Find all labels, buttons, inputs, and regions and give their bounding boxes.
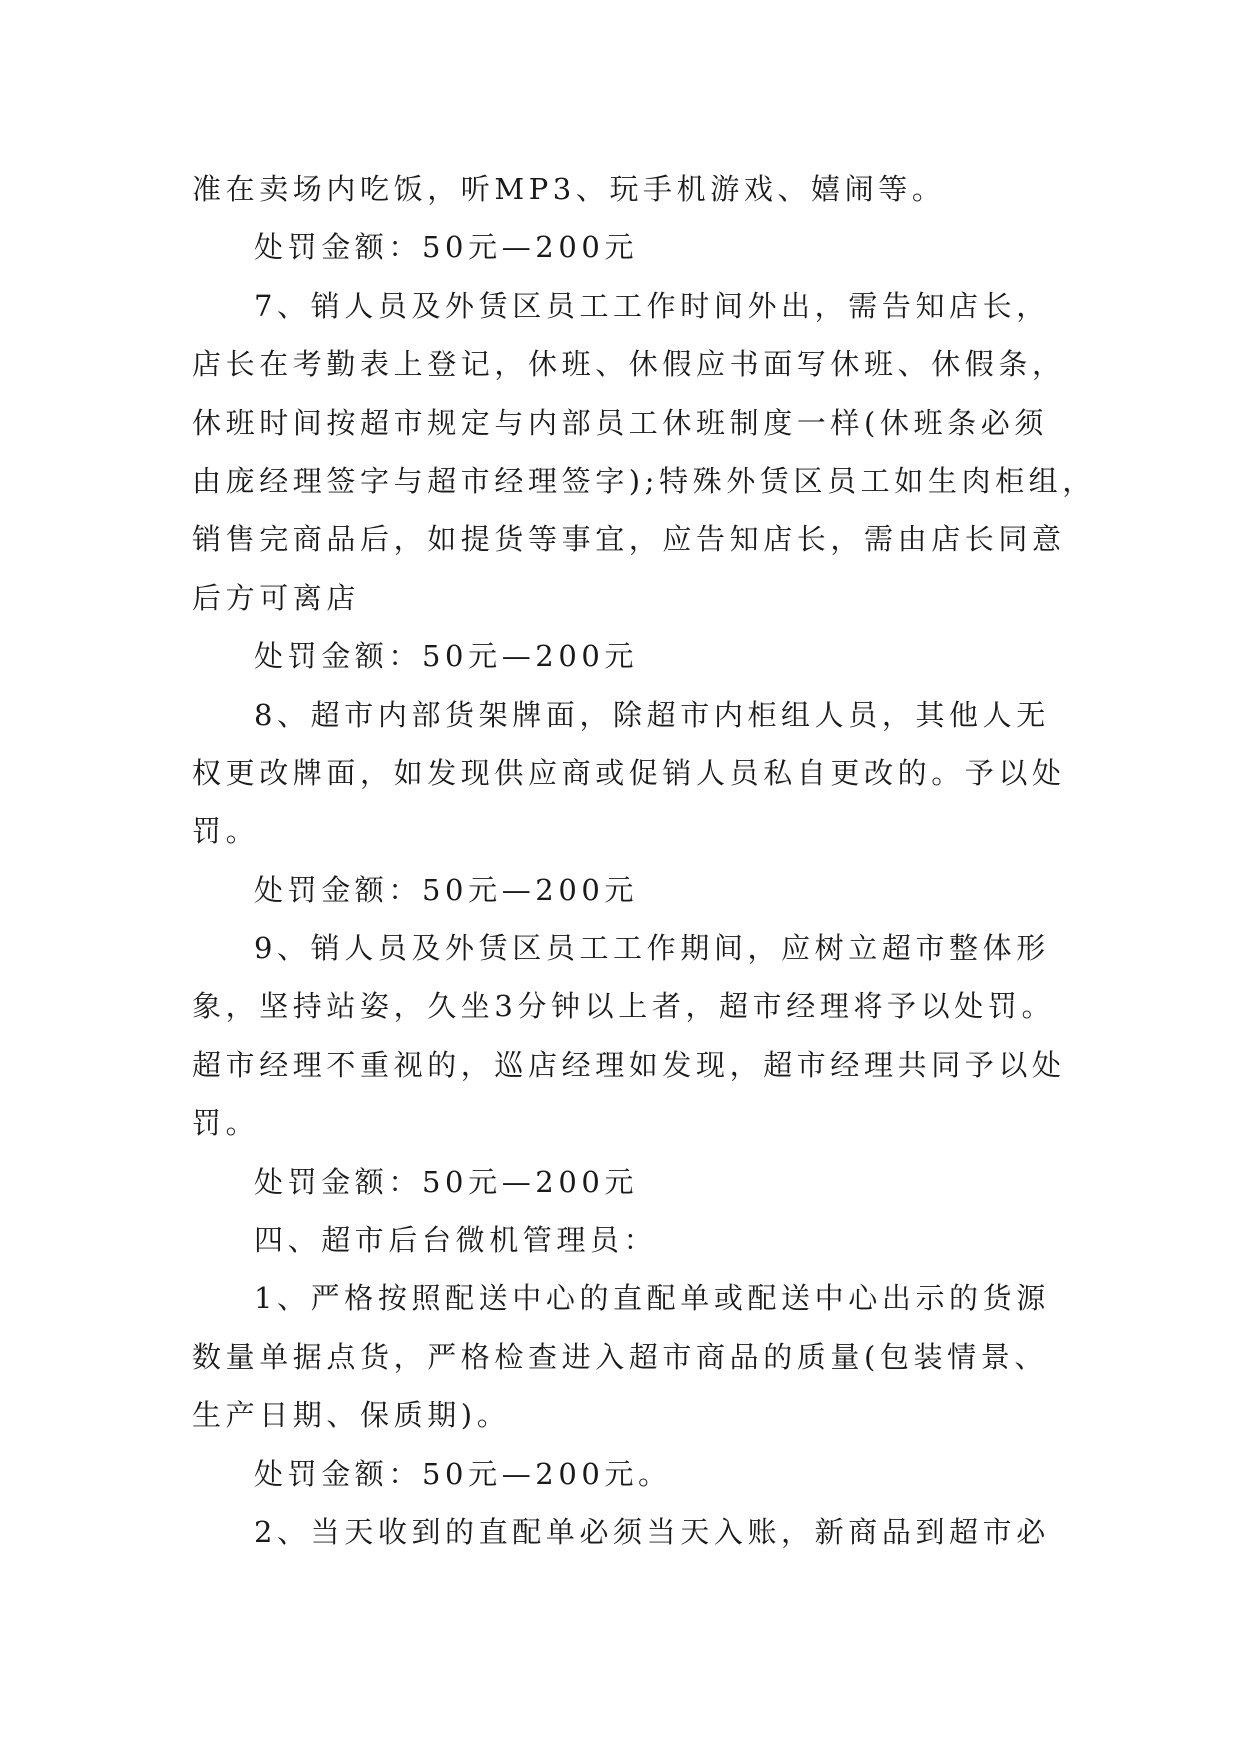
text-line: 超市经理不重视的，巡店经理如发现，超市经理共同予以处 <box>192 1047 1066 1082</box>
text-line: 店长在考勤表上登记，休班、休假应书面写休班、休假条， <box>192 347 1066 382</box>
rule-item-2: 2、当天收到的直配单必须当天入账，新商品到超市必 <box>254 1514 1050 1549</box>
text-line: 销售完商品后，如提货等事宜，应告知店长，需由店长同意 <box>192 522 1066 557</box>
text-line: 准在卖场内吃饭，听MP3、玩手机游戏、嬉闹等。 <box>192 172 946 206</box>
text-line: 由庞经理签字与超市经理签字);特殊外赁区员工如生肉柜组， <box>192 463 1096 498</box>
text-line: 后方可离店 <box>192 580 361 615</box>
document-body <box>192 160 1096 1561</box>
penalty-amount-line: 处罚金额：50元—200元 <box>254 1164 639 1199</box>
text-line: 数量单据点货，严格检查进入超市商品的质量(包装情景、 <box>192 1339 1048 1374</box>
penalty-amount-line: 处罚金额：50元—200元。 <box>254 1456 672 1491</box>
penalty-amount-line: 处罚金额：50元—200元 <box>254 230 639 265</box>
text-line: 罚。 <box>192 1106 260 1141</box>
text-line: 休班时间按超市规定与内部员工休班制度一样(休班条必须 <box>192 405 1048 440</box>
text-line: 生产日期、保质期)。 <box>192 1398 511 1433</box>
section-heading: 四、超市后台微机管理员： <box>254 1223 658 1258</box>
text-line: 权更改牌面，如发现供应商或促销人员私自更改的。予以处 <box>192 755 1066 790</box>
penalty-amount-line: 处罚金额：50元—200元 <box>254 872 639 907</box>
text-line: 罚。 <box>192 814 260 849</box>
penalty-amount-line: 处罚金额：50元—200元 <box>254 639 639 674</box>
text-line: 象，坚持站姿，久坐3分钟以上者，超市经理将予以处罚。 <box>192 989 1056 1024</box>
rule-item-7: 7、销人员及外赁区员工工作时间外出，需告知店长， <box>254 288 1050 323</box>
rule-item-9: 9、销人员及外赁区员工工作期间，应树立超市整体形 <box>254 931 1050 966</box>
rule-item-8: 8、超市内部货架牌面，除超市内柜组人员，其他人无 <box>254 697 1050 732</box>
rule-item-1: 1、严格按照配送中心的直配单或配送中心出示的货源 <box>254 1281 1050 1316</box>
